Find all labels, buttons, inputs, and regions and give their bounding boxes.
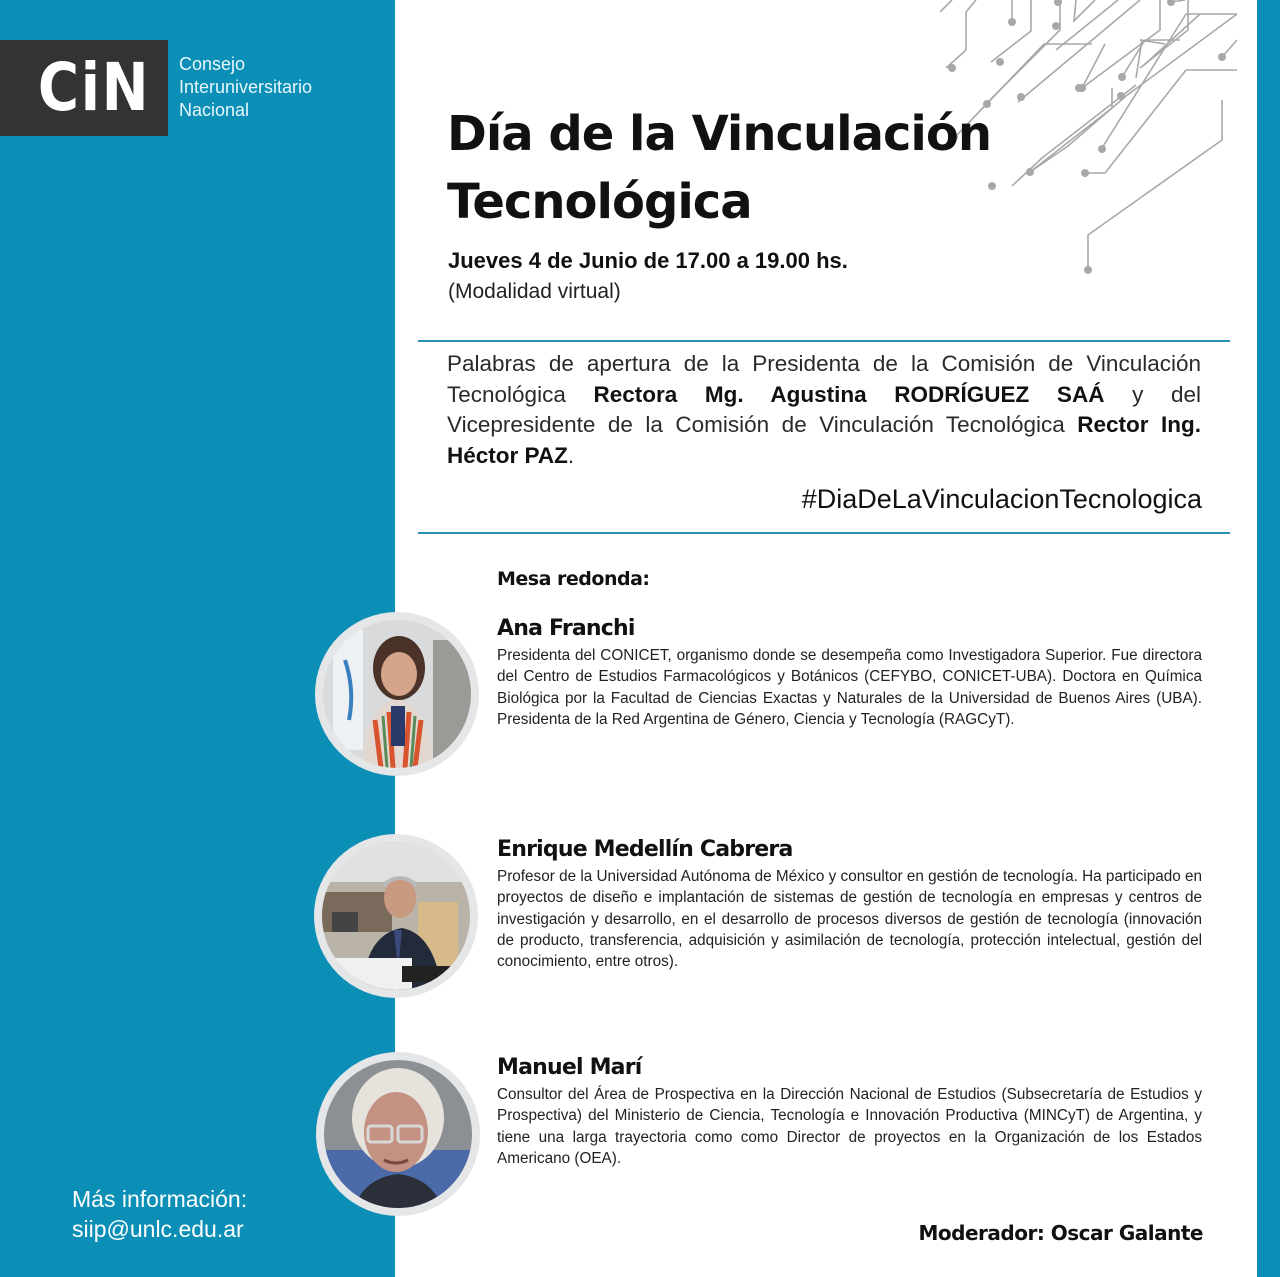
moderator: Moderador: Oscar Galante (918, 1221, 1203, 1245)
logo-text (179, 53, 312, 122)
speaker-name: Manuel Marí (497, 1055, 642, 1080)
contact-label: Más información: (72, 1186, 248, 1212)
opening-remarks (447, 349, 1201, 471)
speaker-avatar (316, 1052, 480, 1216)
speaker-name: Ana Franchi (497, 616, 635, 641)
roundtable-label: Mesa redonda: (497, 568, 650, 590)
opening-speaker-1: Rectora Mg. Agustina RODRÍGUEZ SAÁ (593, 381, 1105, 407)
speaker-avatar (315, 612, 479, 776)
contact-email[interactable]: siip@unlc.edu.ar (72, 1216, 244, 1242)
speaker-avatar (314, 834, 478, 998)
title-line: Tecnológica (447, 174, 752, 230)
event-date: Jueves 4 de Junio de 17.00 a 19.00 hs. (448, 248, 848, 273)
speaker-name: Enrique Medellín Cabrera (497, 837, 793, 862)
title-line: Día de la Vinculación (447, 106, 992, 162)
opening-text: . (567, 442, 575, 468)
hashtag: #DiaDeLaVinculacionTecnologica (801, 484, 1202, 514)
contact-info (72, 1184, 247, 1244)
event-modality: (Modalidad virtual) (448, 280, 621, 303)
speaker-bio: Presidenta del CONICET, organismo donde se desempeña como Investigadora Superior. Fue directora del Centro de Estudios Farmacológicos y Botánicos (CEFYBO, CONICET-UBA). Doctora en Química Biológica por la Facultad de Ciencias Exactas y Naturales de la Universidad de Buenos Aires (UBA). Presidenta de la Red Argentina de Género, Ciencia y Tecnología (RAGCyT). (497, 647, 1202, 728)
speaker-entry (497, 837, 1202, 972)
portrait-elderly-man-photo-icon (324, 1060, 472, 1208)
logo-line: Consejo (179, 54, 246, 74)
logo-line: Interuniversitario (179, 77, 313, 97)
cin-logo (0, 40, 168, 136)
speaker-entry (497, 616, 1202, 730)
logo-line: Nacional (179, 100, 250, 120)
speaker-entry (497, 1055, 1202, 1169)
portrait-woman-photo-icon (323, 620, 471, 768)
right-blue-band (1257, 0, 1280, 1277)
logo-mark: CiN (37, 49, 150, 126)
divider (418, 340, 1230, 342)
speaker-bio: Profesor de la Universidad Autónoma de México y consultor en gestión de tecnología. Ha participado en proyectos de diseño e implantación de sistemas de gestión de tecnología en empresas y centros de investigación y desarrollo, en el desarrollo de procesos diversos de gestión de tecnología (innovación de producto, transferencia, adquisición y asimilación de tecnología, protección intelectual, gestión del conocimiento, entre otros). (497, 868, 1202, 971)
opening-speaker-2: Rector Ing. Héctor PAZ (447, 412, 1201, 468)
opening-text: Palabras de apertura de la Presidenta de la Comisión de Vinculación Tecnológica (447, 351, 1201, 407)
speaker-bio: Consultor del Área de Prospectiva en la Dirección Nacional de Estudios (Subsecretaría de Estudios y Prospectiva) del Ministerio de Ciencia, Tecnología e Innovación Productiva (MINCyT) de Argentina, y tiene una larga trayectoria como como Director de proyectos en la Organización de los Estados Americano (OEA). (497, 1086, 1202, 1167)
divider (418, 532, 1230, 534)
opening-text: y del Vicepresidente de la Comisión de Vinculación Tecnológica (447, 381, 1201, 437)
event-title (447, 100, 1007, 236)
portrait-man-desk-photo-icon (322, 842, 470, 990)
